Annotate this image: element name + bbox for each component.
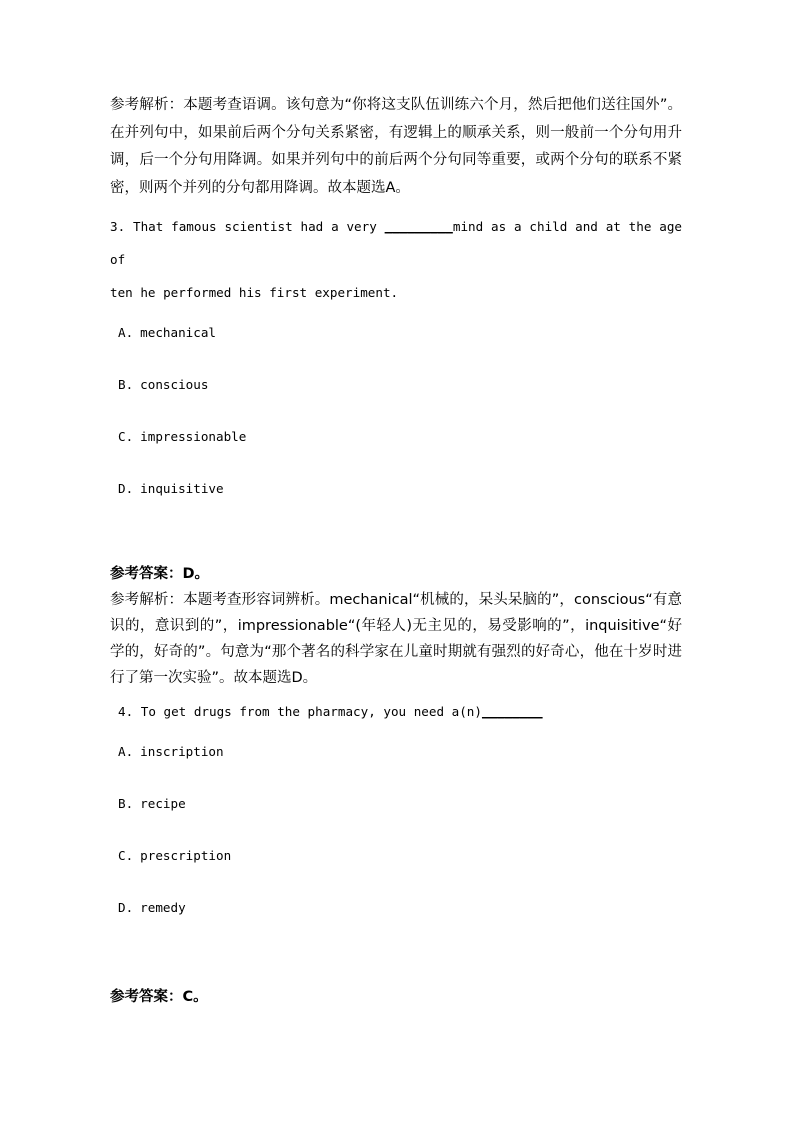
spacer (110, 202, 682, 210)
spacer (110, 535, 682, 561)
question-4-stem-text: 4. To get drugs from the pharmacy, you need a(n) (118, 704, 482, 719)
question-4-answer-line: 参考答案：C。 (110, 989, 208, 1005)
option-b-text: recipe (140, 796, 186, 811)
question-3-option-b[interactable] (110, 379, 682, 431)
spacer (110, 724, 682, 746)
question-4-option-b[interactable] (110, 798, 682, 850)
question-3-option-c[interactable] (110, 431, 682, 483)
option-c-letter: C. (118, 429, 134, 444)
question-3-option-d[interactable] (110, 483, 682, 535)
option-b-letter: B. (118, 377, 134, 392)
question-3-analysis: 参考解析：本题考查形容词辨析。mechanical“机械的，呆头呆脑的”，conscious“有意识的，意识到的”，impressionable“(年轻人)无主见的，易受影响的”，inquisitive“好学的，好奇的”。句意为“那个著名的科学家在儿童时期就有强烈的好奇心，他在十岁时进行了第一次实验”。故本题选D。 (110, 592, 682, 686)
option-d-letter: D. (118, 900, 134, 915)
question-4-option-a[interactable] (110, 746, 682, 798)
question-4-option-c[interactable] (110, 850, 682, 902)
option-a-text: mechanical (140, 325, 216, 340)
question-3-stem-text-1: 3. That famous scientist had a very (110, 219, 377, 234)
option-d-text: remedy (140, 900, 186, 915)
option-c-text: impressionable (140, 429, 247, 444)
question-3-stem (110, 210, 682, 309)
question-4-option-d[interactable] (110, 902, 682, 954)
spacer (110, 691, 682, 699)
analysis-paragraph-q2: 参考解析：本题考查语调。该句意为“你将这支队伍训练六个月，然后把他们送往国外”。在并列句中，如果前后两个分句关系紧密，有逻辑上的顺承关系，则一般前一个分句用升调，后一个分句用降调。如果并列句中的前后两个分句同等重要，或两个分句的联系不紧密，则两个并列的分句都用降调。故本题选A。 (110, 97, 682, 196)
option-c-letter: C. (118, 848, 134, 863)
question-3-option-a[interactable] (110, 327, 682, 379)
option-a-text: inscription (140, 744, 224, 759)
spacer (110, 954, 682, 984)
question-4-blank: ________ (481, 704, 543, 719)
option-b-letter: B. (118, 796, 134, 811)
option-d-text: inquisitive (140, 481, 224, 496)
option-d-letter: D. (118, 481, 134, 496)
question-3-stem-line-2: ten he performed his first experiment. (110, 285, 399, 300)
question-3-blank: _________ (384, 219, 453, 234)
question-3-stem-line-1 (110, 210, 682, 276)
option-b-text: conscious (140, 377, 209, 392)
option-c-text: prescription (140, 848, 232, 863)
document-content (110, 92, 682, 1010)
option-a-letter: A. (118, 744, 134, 759)
question-4-stem (110, 699, 682, 724)
question-3-answer-line: 参考答案：D。 (110, 566, 210, 582)
question-3-stem-text-1-tail: mind as a child and at the age of (110, 219, 682, 267)
option-a-letter: A. (118, 325, 134, 340)
